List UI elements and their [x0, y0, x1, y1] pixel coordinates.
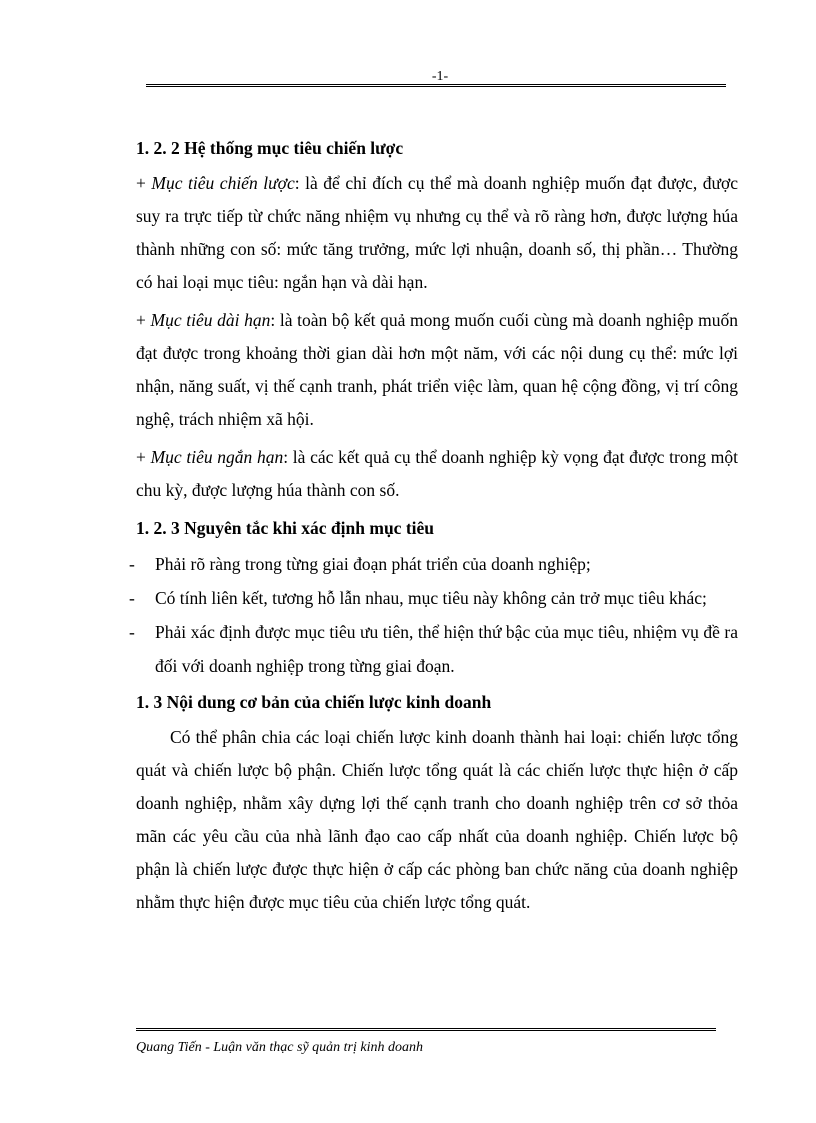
objective-term-short-term: Mục tiêu ngắn hạn	[150, 447, 284, 467]
bullet-dash: -	[129, 588, 135, 608]
objective-prefix: +	[136, 173, 152, 193]
objective-prefix: +	[136, 310, 151, 330]
list-item	[129, 581, 738, 615]
section-heading-1-3: 1. 3 Nội dung cơ bản của chiến lược kinh doanh	[136, 692, 492, 712]
objective-term-long-term: Mục tiêu dài hạn	[150, 310, 271, 330]
section-heading-1-2-3: 1. 2. 3 Nguyên tắc khi xác định mục tiêu	[136, 518, 435, 538]
objective-term-strategic: Mục tiêu chiến lược	[151, 173, 295, 193]
page-content	[129, 135, 738, 919]
objective-paragraph-strategic	[136, 167, 738, 299]
list-item	[129, 615, 738, 683]
bullet-dash: -	[129, 622, 135, 642]
list-item-text: Phải xác định được mục tiêu ưu tiên, thể hiện thứ bậc của mục tiêu, nhiệm vụ đề ra đối với doanh nghiệp trong từng giai đoạn.	[155, 622, 738, 676]
objective-paragraph-short-term	[136, 441, 738, 507]
list-item-text: Có tính liên kết, tương hỗ lẫn nhau, mục tiêu này không cản trở mục tiêu khác;	[155, 588, 707, 608]
page-number: -1-	[431, 69, 449, 84]
objective-text-strategic: : là để chỉ đích cụ thể mà doanh nghiệp muốn đạt được, được suy ra trực tiếp từ chức năng nhiệm vụ nhưng cụ thể và rõ ràng hơn, được lượng húa thành những con số: mức tăng trưởng, mức lợi nhuận, doanh số, thị phần… Thường có hai loại mục tiêu: ngắn hạn và dài hạn.	[136, 173, 738, 292]
bullet-dash: -	[129, 554, 135, 574]
objective-text-long-term: : là toàn bộ kết quả mong muốn cuối cùng mà doanh nghiệp muốn đạt được trong khoảng thời gian dài hơn một năm, với các nội dung cụ thể: mức lợi nhận, năng suất, vị thế cạnh tranh, phát triển việc làm, quan hệ cộng đồng, vị trí công nghệ, trách nhiệm xã hội.	[136, 310, 738, 429]
header-rule	[146, 84, 726, 87]
objective-text-short-term: : là các kết quả cụ thể doanh nghiệp kỳ vọng đạt được trong một chu kỳ, được lượng húa thành con số.	[136, 447, 738, 500]
body-paragraph-strategy-content: Có thể phân chia các loại chiến lược kinh doanh thành hai loại: chiến lược tổng quát và chiến lược bộ phận. Chiến lược tổng quát là các chiến lược thực hiện ở cấp doanh nghiệp, nhằm xây dựng lợi thế cạnh tranh cho doanh nghiệp trên cơ sở thỏa mãn các yêu cầu của nhà lãnh đạo cao cấp nhất của doanh nghiệp. Chiến lược bộ phận là chiến lược được thực hiện ở cấp các phòng ban chức năng của doanh nghiệp nhằm thực hiện được mục tiêu của chiến lược tổng quát.	[136, 727, 738, 912]
section-heading-1-2-2: 1. 2. 2 Hệ thống mục tiêu chiến lược	[136, 138, 404, 158]
objective-prefix: +	[136, 447, 151, 467]
principles-list	[129, 547, 738, 683]
footer-text: Quang Tiến - Luận văn thạc sỹ quản trị kinh doanh	[136, 1040, 423, 1055]
footer-rule	[136, 1028, 716, 1031]
list-item	[129, 547, 738, 581]
objective-paragraph-long-term	[136, 304, 738, 436]
list-item-text: Phải rõ ràng trong từng giai đoạn phát triển của doanh nghiệp;	[155, 554, 591, 574]
